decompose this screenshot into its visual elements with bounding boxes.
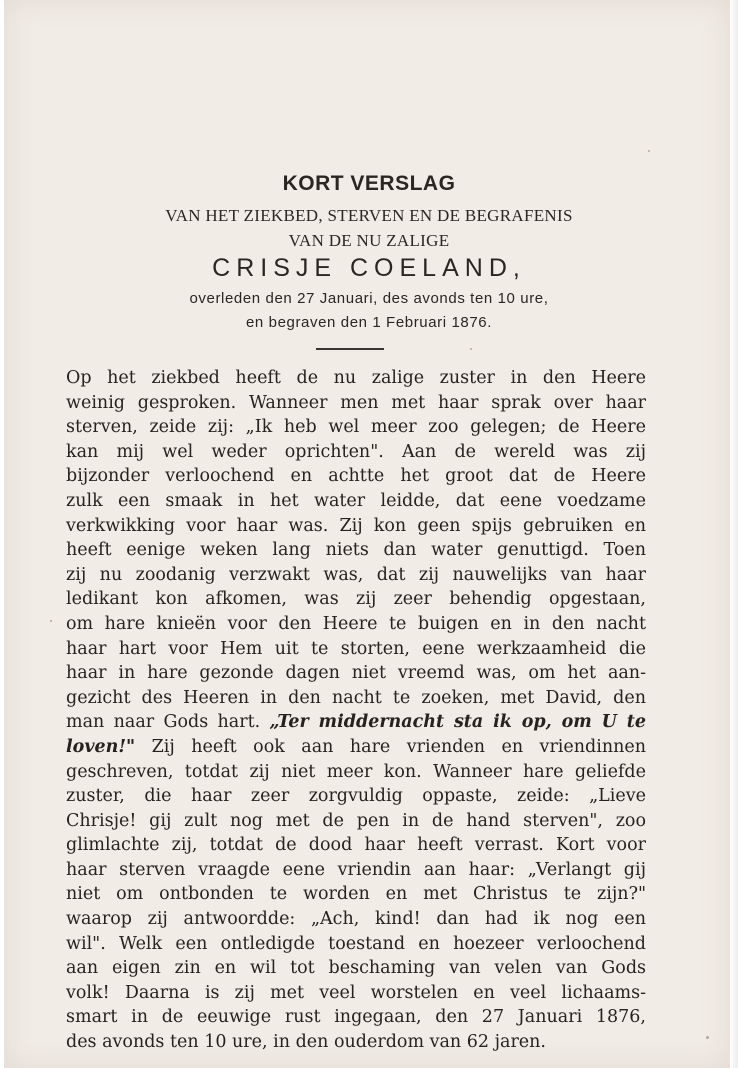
- body-line: aan eigen zin en wil tot beschaming van velen van Gods: [66, 958, 646, 979]
- body-line-part: man naar Gods hart.: [66, 712, 261, 733]
- paper-speck: [648, 150, 650, 152]
- body-line-part: Zij heeft ook aan hare vrienden en vriendinnen: [135, 736, 646, 757]
- body-line: gezicht des Heeren in den nacht te zoeken, met David, den: [66, 687, 646, 708]
- body-line: volk! Daarna is zij met veel worstelen en veel lichaams-: [66, 982, 646, 1003]
- body-line: zij nu zoodanig verzwakt was, dat zij nauwelijks van haar: [66, 564, 646, 585]
- body-line: smart in de eeuwige rust ingegaan, den 27 Januari 1876,: [66, 1007, 646, 1028]
- body-line: zuster, die haar zeer zorgvuldig oppaste, zeide: „Lieve: [66, 786, 646, 807]
- body-line: weinig gesproken. Wanneer men met haar sprak over haar: [66, 392, 646, 413]
- burial-date-line: en begraven den 1 Februari 1876.: [245, 314, 493, 331]
- document-title: KORT VERSLAG: [282, 172, 456, 195]
- body-line: wil". Welk een ontledigde toestand en hoezeer verloochend: [66, 933, 646, 954]
- body-line-with-quote: [66, 710, 646, 735]
- body-line: verkwikking voor haar was. Zij kon geen spijs gebruiken en: [66, 515, 646, 536]
- body-line: haar in hare gezonde dagen niet vreemd was, om het aan-: [66, 663, 646, 684]
- body-line: niet om ontbonden te worden en met Christus te zijn?": [66, 884, 646, 905]
- body-line: waarop zij antwoordde: „Ach, kind! dan had ik nog een: [66, 909, 646, 930]
- body-line-with-quote-end: [66, 735, 646, 760]
- body-line: kan mij wel weder oprichten". Aan de wereld was zij: [66, 441, 646, 462]
- body-line: bijzonder verloochend en achtte het groot dat de Heere: [66, 466, 646, 487]
- paper-speck: [470, 348, 472, 350]
- death-date-line: overleden den 27 Januari, des avonds ten 10 ure,: [189, 290, 549, 307]
- paper-speck: [706, 1036, 709, 1039]
- body-line: om hare knieën voor den Heere te buigen en in den nacht: [66, 613, 646, 634]
- body-line: heeft eenige weken lang niets dan water genuttigd. Toen: [66, 540, 646, 561]
- paper-speck: [50, 620, 52, 622]
- body-line: ledikant kon afkomen, was zij zeer behendig opgestaan,: [66, 589, 646, 610]
- body-line: zulk een smaak in het water leidde, dat eene voedzame: [66, 490, 646, 511]
- body-line: glimlachte zij, totdat de dood haar heeft verrast. Kort voor: [66, 835, 646, 856]
- document-subtitle-2: VAN DE NU ZALIGE: [288, 231, 450, 250]
- body-line: sterven, zeide zij: „Ik heb wel meer zoo gelegen; de Heere: [66, 417, 646, 438]
- body-line: geschreven, totdat zij niet meer kon. Wanneer hare geliefde: [66, 761, 646, 782]
- page-edge: [730, 0, 738, 1068]
- body-line: haar hart voor Hem uit te storten, eene werkzaamheid die: [66, 638, 646, 659]
- body-line: Op het ziekbed heeft de nu zalige zuster in den Heere: [66, 368, 646, 388]
- body-line: haar sterven vraagde eene vriendin aan haar: „Verlangt gij: [66, 859, 646, 880]
- scripture-quote-end: loven!": [66, 736, 136, 757]
- scripture-quote: „Ter middernacht sta ik op, om U te: [269, 712, 646, 733]
- deceased-name: CRISJE COELAND,: [212, 254, 526, 282]
- body-line-final: des avonds ten 10 ure, in den ouderdom van 62 jaren.: [66, 1032, 546, 1053]
- body-line: Chrisje! gij zult nog met de pen in de hand sterven", zoo: [66, 810, 646, 831]
- divider-rule: [316, 348, 384, 350]
- document-subtitle: VAN HET ZIEKBED, STERVEN EN DE BEGRAFENIS: [165, 206, 573, 225]
- body-paragraph: [66, 366, 646, 1055]
